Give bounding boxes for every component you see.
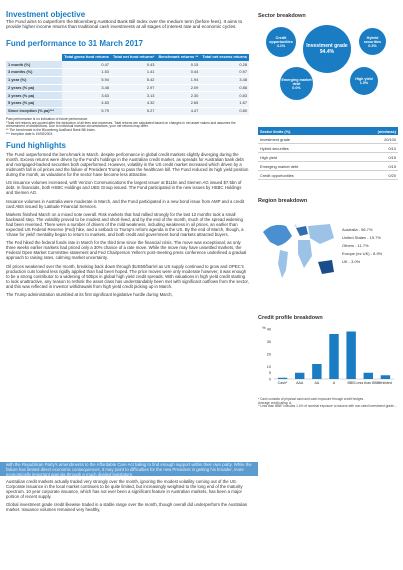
credit-bar: [329, 334, 338, 379]
performance-cell: 4.32: [111, 100, 157, 108]
performance-cell: 1.53: [62, 69, 111, 77]
performance-cell: 0.83: [200, 92, 249, 100]
performance-row: [6, 108, 249, 116]
credit-y-tick: 20: [266, 352, 271, 357]
sector-limits-label: Hybrid securities: [258, 144, 350, 153]
performance-cell: 0.80: [200, 108, 249, 116]
bubble-label: Credit opportunities: [269, 36, 293, 44]
performance-notes: [6, 118, 249, 137]
region-title: Region breakdown: [258, 198, 308, 204]
sector-limits-value: 0/15: [350, 162, 398, 171]
performance-header: Total net excess returns: [200, 54, 249, 62]
credit-notes: [258, 398, 398, 409]
sector-limits-body: [258, 135, 398, 180]
performance-cell: 0.43: [111, 61, 157, 68]
performance-row: [6, 69, 249, 77]
performance-cell: 1.41: [111, 69, 157, 77]
performance-cell: 3.48: [200, 76, 249, 84]
bubble-value: 4.1%: [276, 44, 286, 48]
performance-header-blank: [6, 54, 62, 62]
bubble-value: 1.0%: [359, 81, 369, 85]
sector-limits-header: Sector limits (%): [258, 127, 350, 135]
performance-cell: 2.09: [156, 84, 200, 92]
credit-note: ^ Less than BBB" includes 1.4% of nominal exposure to issuers with non-rated investment grade...: [258, 404, 397, 409]
performance-note: *** Inception date is 19/08/2003.: [6, 131, 54, 136]
credit-y-label: %: [262, 325, 266, 330]
performance-note: *Total net returns are quoted after the deduction of all fees and expenses. Total returns are calculated based on changes in net asset values and assumes the reinvestment of distributions. Due to individual investor circumstances, your net returns may differ.: [6, 120, 236, 129]
map-region-europe: [296, 226, 308, 236]
credit-bar: [312, 364, 321, 379]
performance-cell: 0.28: [200, 61, 249, 68]
sector-limits-header: (min/max): [350, 127, 398, 135]
bubble-value: 0.3%: [368, 43, 377, 48]
credit-bar: [381, 375, 390, 379]
performance-row-label: Since inception (% pa)***: [6, 108, 62, 116]
performance-title: Fund performance to 31 March 2017: [6, 38, 143, 48]
credit-bar: [278, 378, 287, 379]
highlights-paragraph: Australian credit markets actually traded very strongly over the month, ignoring the modest volatility coming out of the US. Corporate issuance in the local market continues to be quite limited, but increasingly weighted to the long end of the maturity spectrum. 10 year corporate issuance, which has not ever been a significant feature in Australian markets, has been a major portion of recent supply.: [6, 479, 243, 500]
performance-row: [6, 84, 249, 92]
performance-cell: 1.67: [200, 100, 249, 108]
credit-x-tick: AA: [314, 381, 320, 385]
credit-y-tick: 30: [266, 339, 271, 344]
highlights-paragraph: Markets finished March on a mixed note overall. Risk markets that had rallied strongly for the last 12 months took a small backward step. The volatility proved to be modest and short-lived, and by the end of the month, much of the spread widening had been reversed. There were a number of drivers of the mild weakness, including weakness in oil prices, an earlier than expected US Federal Reserve (Fed) hike, and a setback to Trump's reform agenda in the US. By the end of March, though, a 'chase for yield' mentality began to return to markets, and both credit and government bond markets attracted buyers.: [6, 211, 244, 238]
sector-title: Sector breakdown: [258, 13, 306, 19]
performance-row-label: 3 months (%): [6, 69, 62, 77]
credit-note: Average credit rating: A-: [258, 400, 293, 405]
performance-cell: 2.97: [111, 84, 157, 92]
performance-row-label: 1 year (%): [6, 76, 62, 84]
performance-body: [6, 61, 249, 115]
sector-bubble-high-yield: [350, 67, 378, 95]
highlights-paragraph: US issuance volumes increased, with Verizon Communications the largest issuer at $11bn and Siemen AG issued $7.5bn of debt. In financials, both HSBC Holdings and UBS Group issued. The Fund participated in the new issues by HSBC Holdings and Siemen AG.: [6, 180, 242, 196]
map-region-asia: [308, 224, 334, 244]
sector-limits-table: [258, 127, 398, 180]
band-text: with the Republican Party's amendments to the Affordable Care Act failing to find enough support within their own party. While the failure has limited direct economic consequences, it may point to difficulties for the new President in getting his broader, more economically important agenda through a much divided legislature.: [6, 462, 252, 478]
performance-cell: 0.44: [156, 69, 200, 77]
credit-y-tick: 0: [268, 377, 271, 382]
credit-y-tick: 5: [268, 371, 271, 376]
credit-x-tick: AAA: [296, 381, 304, 385]
performance-header: Total gross fund returns: [62, 54, 111, 62]
region-legend-item: United States - 19.7%: [342, 235, 381, 240]
credit-profile-chart: [258, 323, 398, 393]
region-legend-item: Europe (ex UK) - 8.9%: [342, 251, 383, 256]
credit-x-tick: Unlisted: [378, 381, 392, 385]
performance-note: Past performance is no indication of future performance.: [6, 116, 89, 121]
credit-x-tick: A: [332, 381, 336, 385]
region-legend-item: Australia - 56.7%: [342, 227, 373, 232]
sector-limits-label: Credit opportunities: [258, 171, 350, 180]
map-region-south-america: [278, 250, 288, 278]
performance-row-label: 1 month (%): [6, 61, 62, 68]
region-map: [258, 212, 398, 307]
performance-row: [6, 76, 249, 84]
sector-limits-value: 0/20: [350, 171, 398, 180]
performance-row: [6, 100, 249, 108]
performance-cell: 4.83: [62, 100, 111, 108]
performance-cell: 1.94: [156, 76, 200, 84]
right-column: [258, 10, 398, 409]
performance-note: ** The benchmark is the Bloomberg AusBond Bank Bill Index.: [6, 128, 96, 133]
performance-header: Total net fund returns*: [111, 54, 157, 62]
highlights-paragraph: Oil prices weakened over the month, breaking back down through $US50/barrel as US supply continued to grow and OPEC's production cuts looked less rigidly applied than had been hoped. The price moves were only moderate however, it was enough to be a strong contributor to a widening of 50bps in global high yield credit spreads. With valuations in high yield credit starting to look unattractive, any reason to rethink the asset class has understandably been met with significant outflows from the sector, and this was reflected in investor withdrawals from high yield credit picking up in March.: [6, 263, 249, 289]
credit-bar: [295, 373, 304, 379]
bubble-label: Hybrid securities: [363, 35, 382, 44]
credit-y-tick: 10: [266, 364, 271, 369]
highlights-paragraph: The Fed hiked the federal funds rate in March for the third time since the financial crisis. The move was exceptional, as only three weeks earlier markets had priced only a 30% chance of a rate move. While the move may have unsettled markets, the Federal Open Market Committee statement and Fed Chairperson Yellen's post-meeting press conference underlined a gradual approach to raising rates, calming market uncertainty.: [6, 240, 247, 261]
credit-bar: [346, 332, 355, 380]
highlights-paragraph: Global investment grade credit likewise traded in a stable range over the month, though overall did underperform the Australian market. Issuance volumes remained very healthy,: [6, 502, 248, 513]
sector-limits-row: [258, 153, 398, 162]
map-region-uk: [294, 224, 297, 228]
after-band-text: [6, 479, 249, 516]
performance-cell: 3.13: [111, 92, 157, 100]
sector-limits-label: Emerging market debt: [258, 162, 350, 171]
left-column: [6, 10, 249, 300]
sector-bubble-hybrid-securities: [359, 28, 386, 55]
region-legend: [342, 226, 382, 266]
performance-header-row: [6, 54, 249, 62]
highlights-title: Fund highlights: [6, 140, 66, 150]
performance-cell: 3.63: [62, 92, 111, 100]
map-region-australia: [318, 260, 334, 274]
performance-cell: 0.15: [156, 61, 200, 68]
sector-bubble-investment-grade: [303, 25, 351, 73]
highlights-paragraph: Issuance volumes in Australia were moderate in March, and the Fund participated in a new bond issue from AMP and a credit card ABS issued by Latitude Financial Services.: [6, 198, 245, 209]
performance-cell: 2.65: [156, 100, 200, 108]
performance-table: [6, 54, 249, 116]
sector-limits-row: [258, 162, 398, 171]
objective-text: The Fund aims to outperform the Bloomberg AusBond Bank Bill Index over the medium term (before fees). It aims to provide higher income returns than traditional cash investments at all stages of interest rate and economic cycles.: [6, 19, 243, 30]
sector-bubbles: [258, 25, 398, 117]
performance-cell: 3.48: [62, 84, 111, 92]
credit-y-tick: 40: [266, 327, 271, 332]
map-region-north-america: [263, 225, 292, 246]
performance-cell: 4.47: [156, 108, 200, 116]
performance-cell: 0.88: [200, 84, 249, 92]
highlights-paragraph: The Trump administration stumbled at its first significant legislative hurdle during March,: [6, 292, 173, 298]
sector-limits-label: High yield: [258, 153, 350, 162]
performance-cell: 0.47: [62, 61, 111, 68]
credit-note: * Cash consists of physical cash and cash exposure through credit hedges.: [258, 397, 364, 401]
map-region-africa: [298, 240, 312, 268]
performance-row: [6, 92, 249, 100]
performance-header: Benchmark returns **: [156, 54, 200, 62]
performance-cell: 0.97: [200, 69, 249, 77]
region-legend-item: Others - 11.7%: [342, 243, 369, 248]
performance-cell: 5.27: [111, 108, 157, 116]
sector-limits-value: 0/15: [350, 153, 398, 162]
credit-x-tick: Cash*: [277, 381, 288, 385]
sector-limits-label: Investment grade: [258, 135, 350, 144]
sector-limits-row: [258, 171, 398, 180]
bubble-label: High yield: [355, 77, 373, 81]
performance-cell: 5.94: [62, 76, 111, 84]
performance-row-label: 3 years (% pa): [6, 92, 62, 100]
performance-row-label: 5 years (% pa): [6, 100, 62, 108]
credit-title: Credit profile breakdown: [258, 315, 323, 321]
sector-bubble-credit-opportunities: [266, 27, 296, 57]
highlights-paragraph: The Fund outperformed the benchmark in March, despite performance in global credit markets slightly diverging during the month. Excess returns were driven by the Fund's holdings in the Australian credit market, as spreads for Australian bank debt and mortgaged-backed securities both outperformed. However, volatility in the US credit market increased which driven by a midmonth fall in oil prices and the failure of President Trump to pass the healthcare bill. The Fund reduced its high yield position during the month, as valuations for the sector have become less attractive.: [6, 151, 249, 178]
performance-cell: 5.42: [111, 76, 157, 84]
bubble-label: Emerging market debt: [281, 77, 312, 86]
sector-limits-row: [258, 144, 398, 153]
credit-x-tick: BBB: [347, 381, 355, 385]
performance-cell: 5.79: [62, 108, 111, 116]
highlight-band: [0, 462, 258, 476]
sector-limits-header-row: [258, 127, 398, 135]
bubble-value: 94.4%: [319, 49, 335, 55]
credit-bar: [364, 373, 373, 379]
sector-limits-value: 20/100: [350, 135, 398, 144]
credit-x-tick: Less than BBB^: [355, 381, 382, 385]
performance-row-label: 2 years (% pa): [6, 84, 62, 92]
performance-row: [6, 61, 249, 68]
world-map-graphic: [258, 212, 338, 307]
region-legend-item: UK - 3.0%: [342, 259, 361, 264]
objective-title: Investment objective: [6, 10, 86, 19]
performance-cell: 2.30: [156, 92, 200, 100]
sector-bubble-emerging-market-debt: [280, 67, 313, 100]
bubble-label: Investment grade: [306, 43, 348, 49]
bubble-value: 0.0%: [292, 85, 301, 90]
sector-limits-value: 0/10: [350, 144, 398, 153]
sector-limits-row: [258, 135, 398, 144]
